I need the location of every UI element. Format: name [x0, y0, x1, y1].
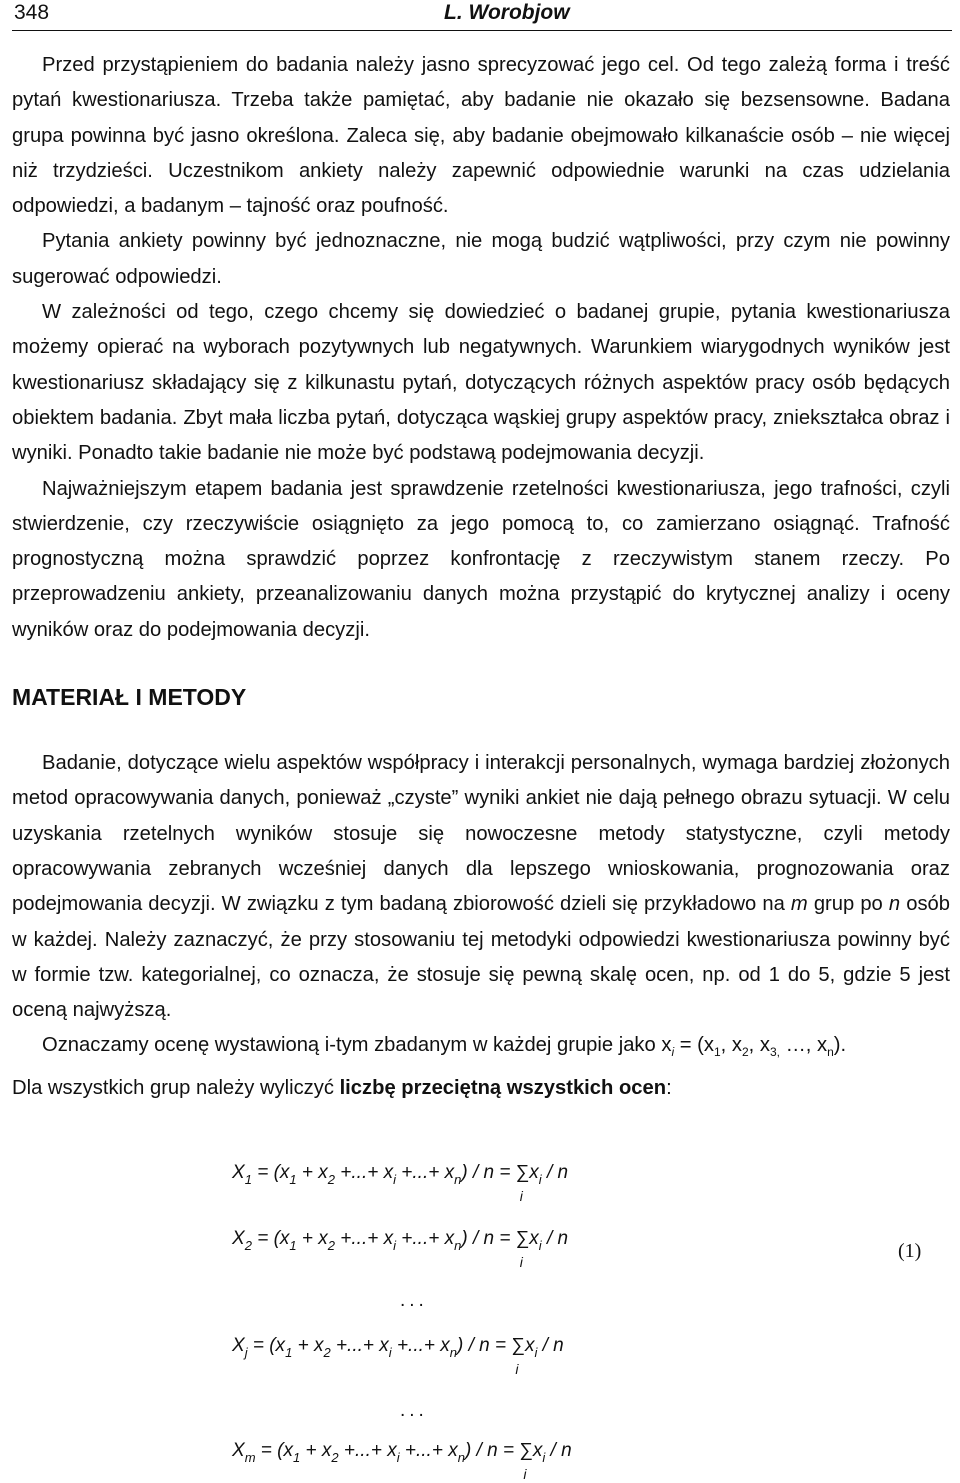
paragraph-1: Przed przystąpieniem do badania należy jasno sprecyzować jego cel. Od tego zależą forma i treść pytań kwestionariusza. Trzeba także pamiętać, aby badanie nie okazało się bezsensowne. Badana grupa powinna być jasno określona. Zaleca się, aby badanie obejmowało kilkanaście osób – nie więcej niż trzydzieści. Uczestnikom ankiety należy zapewnić odpowiednie warunki na czas udzielania odpowiedzi, a badanym – tajność oraz poufność.: [12, 54, 950, 218]
formula-lhs: X: [232, 1440, 245, 1461]
running-author: L. Worobjow: [444, 1, 570, 24]
formula-lhs-subscript: 2: [244, 1238, 252, 1253]
formula-text: = (x: [251, 1228, 290, 1249]
formula-subscript: i: [534, 1345, 538, 1360]
formula-ellipsis: ...: [400, 1290, 428, 1311]
sigma-index: i: [519, 1254, 523, 1270]
formula-subscript: n: [454, 1172, 462, 1187]
formula-text: x: [532, 1440, 543, 1461]
sigma-symbol: ∑ i: [511, 1335, 525, 1377]
formula-subscript: i: [538, 1238, 542, 1253]
formula-row: [232, 1335, 564, 1377]
formula-text: + x: [296, 1228, 328, 1249]
formula-subscript: 2: [323, 1345, 331, 1360]
formula-text: +...+ x: [399, 1440, 458, 1461]
formula-subscript: i: [393, 1172, 397, 1187]
sigma-symbol: ∑ i: [515, 1162, 530, 1204]
formula-text: +...+ x: [396, 1162, 455, 1183]
formula-subscript: n: [454, 1238, 462, 1253]
formula-text: + x: [292, 1335, 324, 1356]
formula-subscript: 2: [327, 1238, 336, 1253]
formula-subscript: 2: [331, 1450, 339, 1465]
formula-lhs: X: [232, 1162, 245, 1183]
formula-subscript: 2: [327, 1172, 336, 1187]
formula-subscript: 1: [289, 1238, 297, 1253]
header-rule: [12, 30, 952, 31]
formula-subscript: i: [388, 1345, 392, 1360]
formula-text: +...+ x: [335, 1162, 394, 1183]
formula-row: [232, 1440, 572, 1482]
formula-subscript: 1: [293, 1450, 301, 1465]
formula-subscript: 1: [285, 1345, 293, 1360]
sigma-index: i: [523, 1466, 527, 1482]
formula-subscript: i: [393, 1238, 397, 1253]
formula-subscript: i: [542, 1450, 546, 1465]
formula-text: +...+ x: [335, 1228, 394, 1249]
sigma-symbol: ∑ i: [515, 1228, 530, 1270]
formula-text: + x: [300, 1440, 332, 1461]
formula-text: +...+ x: [396, 1228, 455, 1249]
formula-ellipsis: ...: [400, 1400, 428, 1421]
formula-text: / n: [541, 1228, 569, 1249]
formula-row: [232, 1162, 569, 1204]
formula-lhs-subscript: m: [244, 1450, 256, 1465]
paragraph-2: Pytania ankiety powinny być jednoznaczne, nie mogą budzić wątpliwości, przy czym nie powinny sugerować odpowiedzi.: [12, 230, 950, 288]
formula-text: x: [529, 1162, 539, 1183]
formula-text: = (x: [247, 1335, 286, 1356]
body-text: [12, 48, 950, 1106]
formula-subscript: 1: [289, 1172, 297, 1187]
formula-lhs: X: [232, 1228, 245, 1249]
formula-text: + x: [296, 1162, 328, 1183]
formula-text: +...+ x: [338, 1440, 397, 1461]
methods-paragraph-2: Oznaczamy ocenę wystawioną i-tym zbadanym w każdej grupie jako $x_i = (x_1$, $x_2$, $x_{3,}$ …, $x_n$).: [42, 1034, 847, 1060]
formula-text: +...+ x: [391, 1335, 450, 1356]
formula-block: [0, 1162, 960, 1483]
paragraph-3: W zależności od tego, czego chcemy się dowiedzieć o badanej grupie, pytania kwestionariusza możemy opierać na wyborach pozytywnych lub negatywnych. Warunkiem wiarygodnych wyników jest kwestionariusz składający się z kilkunastu pytań, dotyczących różnych aspektów pracy osób będących obiektem badania. Zbyt mała liczba pytań, dotycząca wąskiej grupy aspektów pracy, zniekształca obraz i wyniki. Ponadto takie badanie nie może być podstawą podejmowania decyzji.: [12, 301, 950, 465]
formula-subscript: i: [396, 1450, 400, 1465]
formula-text: / n: [545, 1440, 572, 1461]
equation-number: (1): [898, 1240, 922, 1262]
formula-text: x: [529, 1228, 539, 1249]
formula-text: ) / n =: [461, 1228, 516, 1249]
formula-subscript: n: [449, 1345, 457, 1360]
formula-text: ) / n =: [457, 1335, 512, 1356]
formula-text: ) / n =: [464, 1440, 520, 1461]
formula-lhs: X: [232, 1335, 245, 1356]
formula-text: = (x: [255, 1440, 294, 1461]
paragraph-4: Najważniejszym etapem badania jest sprawdzenie rzetelności kwestionariusza, jego trafności, czyli stwierdzenie, czy rzeczywiście osiągnięto za jego pomocą to, co zamierzano osiągnąć. Trafność prognostyczną można sprawdzić poprzez konfrontację z rzeczywistym stanem rzeczy. Po przeprowadzeniu ankiety, przeanalizowaniu danych można przystąpić do krytycznej analizy i oceny wyników oraz do podejmowania decyzji.: [12, 477, 950, 641]
formula-lhs-subscript: j: [244, 1345, 248, 1360]
sigma-index: i: [515, 1361, 519, 1377]
formula-subscript: n: [457, 1450, 465, 1465]
sigma-symbol: ∑ i: [519, 1440, 533, 1482]
formula-subscript: i: [538, 1172, 542, 1187]
formula-text: x: [524, 1335, 535, 1356]
formula-text: / n: [537, 1335, 564, 1356]
formula-text: = (x: [251, 1162, 290, 1183]
formula-text: ) / n =: [461, 1162, 516, 1183]
methods-paragraph-3: Dla wszystkich grup należy wyliczyć liczbę przeciętną wszystkich ocen:: [12, 1076, 672, 1099]
sigma-index: i: [519, 1188, 523, 1204]
methods-paragraph-1: Badanie, dotyczące wielu aspektów współpracy i interakcji personalnych, wymaga bardziej złożonych metod opracowywania danych, ponieważ „czyste” wyniki ankiet nie dają pełnego obrazu sytuacji. W celu uzyskania rzetelnych wyników stosuje się nowoczesne metody statystyczne, czyli metody opracowywania zebranych wcześniej danych dla lepszego wnioskowania, prognozowania oraz podejmowania decyzji. W związku z tym badaną zbiorowość dzieli się przykładowo na m grup po n osób w każdej. Należy zaznaczyć, że przy stosowaniu tej metodyki odpowiedzi kwestionariusza powinny być w formie tzw. kategorialnej, co oznacza, że stosuje się pewną skalę ocen, np. od 1 do 5, gdzie 5 jest oceną najwyższą.: [12, 752, 950, 1022]
section-heading: MATERIAŁ I METODY: [12, 684, 247, 711]
formula-lhs-subscript: 1: [244, 1172, 252, 1187]
formula-text: +...+ x: [330, 1335, 389, 1356]
page-number: 348: [14, 1, 50, 24]
formula-text: / n: [541, 1162, 569, 1183]
page-header: [12, 0, 952, 28]
formula-row: [232, 1228, 569, 1270]
